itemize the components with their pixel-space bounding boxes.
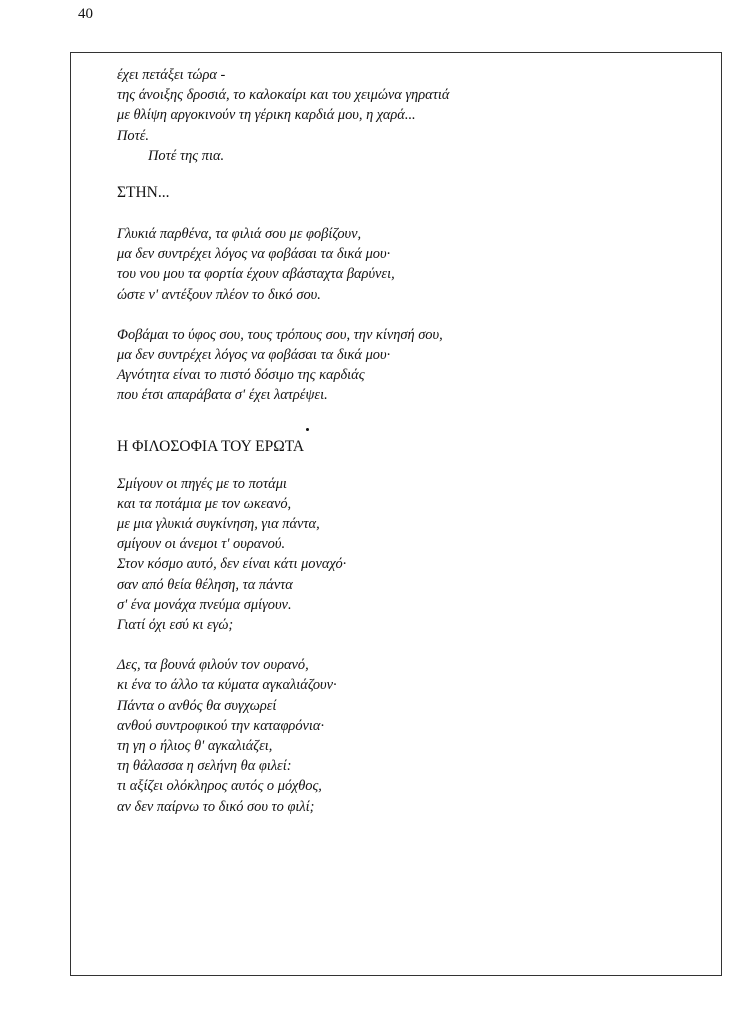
poem-line: σ' ένα μονάχα πνεύμα σμίγουν. (117, 596, 292, 613)
poem-line: Γιατί όχι εσύ κι εγώ; (117, 617, 234, 634)
poem-line: τι αξίζει ολόκληρος αυτός ο μόχθος, (117, 778, 322, 795)
poem-line: ανθού συντροφικού την καταφρόνια· (117, 717, 325, 734)
poem-line: τη γη ο ήλιος θ' αγκαλιάζει, (117, 738, 273, 755)
poem-line: της άνοιξης δροσιά, το καλοκαίρι και του χειμώνα γηρατιά (117, 87, 450, 104)
poem-line: μα δεν συντρέχει λόγος να φοβάσαι τα δικά μου· (117, 347, 391, 364)
poem-line: Σμίγουν οι πηγές με το ποτάμι (117, 475, 287, 492)
stanza-gap (117, 305, 701, 325)
poem-line: μα δεν συντρέχει λόγος να φοβάσαι τα δικά μου· (117, 246, 391, 263)
poem-philosophy (117, 406, 701, 817)
poem-line: έχει πετάξει τώρα - (117, 67, 226, 83)
stray-dot-mark (306, 428, 309, 431)
poem-line: ώστε ν' αντέξουν πλέον το δικό σου. (117, 286, 321, 303)
poem-line: τη θάλασσα η σελήνη θα φιλεί: (117, 758, 292, 775)
stanza-gap (117, 635, 701, 655)
poem-line: με θλίψη αργοκινούν τη γέρικη καρδιά μου, η χαρά... (117, 107, 416, 124)
poem-line: Αγνότητα είναι το πιστό δόσιμο της καρδιάς (117, 367, 365, 384)
poem-line: Φοβάμαι το ύφος σου, τους τρόπους σου, την κίνησή σου, (117, 326, 443, 343)
page-number: 40 (78, 6, 93, 22)
poem-title-sthn: ΣΤΗΝ... (117, 184, 170, 202)
poem-line: Πάντα ο ανθός θα συγχωρεί (117, 697, 277, 714)
poem-line: Ποτέ. (117, 127, 150, 144)
poem-line: Γλυκιά παρθένα, τα φιλιά σου με φοβίζουν, (117, 226, 362, 243)
poem-line: του νου μου τα φορτία έχουν αβάσταχτα βαρύνει, (117, 266, 395, 283)
poem-line-indented: Ποτέ της πια. (148, 147, 225, 164)
poem-line: σαν από θεία θέληση, τα πάντα (117, 576, 293, 593)
poem-sthn (117, 184, 701, 406)
poem-line: σμίγουν οι άνεμοι τ' ουρανού. (117, 536, 286, 553)
poem-title-philosophy (117, 438, 304, 456)
poem-title-philosophy-text: Η ΦΙΛΟΣΟΦΙΑ ΤΟΥ ΕΡΩΤΑ (117, 437, 305, 455)
poem-line: αν δεν παίρνω το δικό σου το φιλί; (117, 798, 315, 815)
poem-line: με μια γλυκιά συγκίνηση, για πάντα, (117, 516, 320, 533)
poem-continuation (117, 65, 701, 166)
poem-line: κι ένα το άλλο τα κύματα αγκαλιάζουν· (117, 677, 337, 694)
page-content (117, 65, 701, 817)
poem-line: Στον κόσμο αυτό, δεν είναι κάτι μοναχό· (117, 556, 347, 573)
page-frame (70, 52, 722, 976)
poem-line: που έτσι απαράβατα σ' έχει λατρέψει. (117, 387, 328, 404)
poem-line: Δες, τα βουνά φιλούν τον ουρανό, (117, 657, 309, 674)
poem-line: και τα ποτάμια με τον ωκεανό, (117, 495, 292, 512)
